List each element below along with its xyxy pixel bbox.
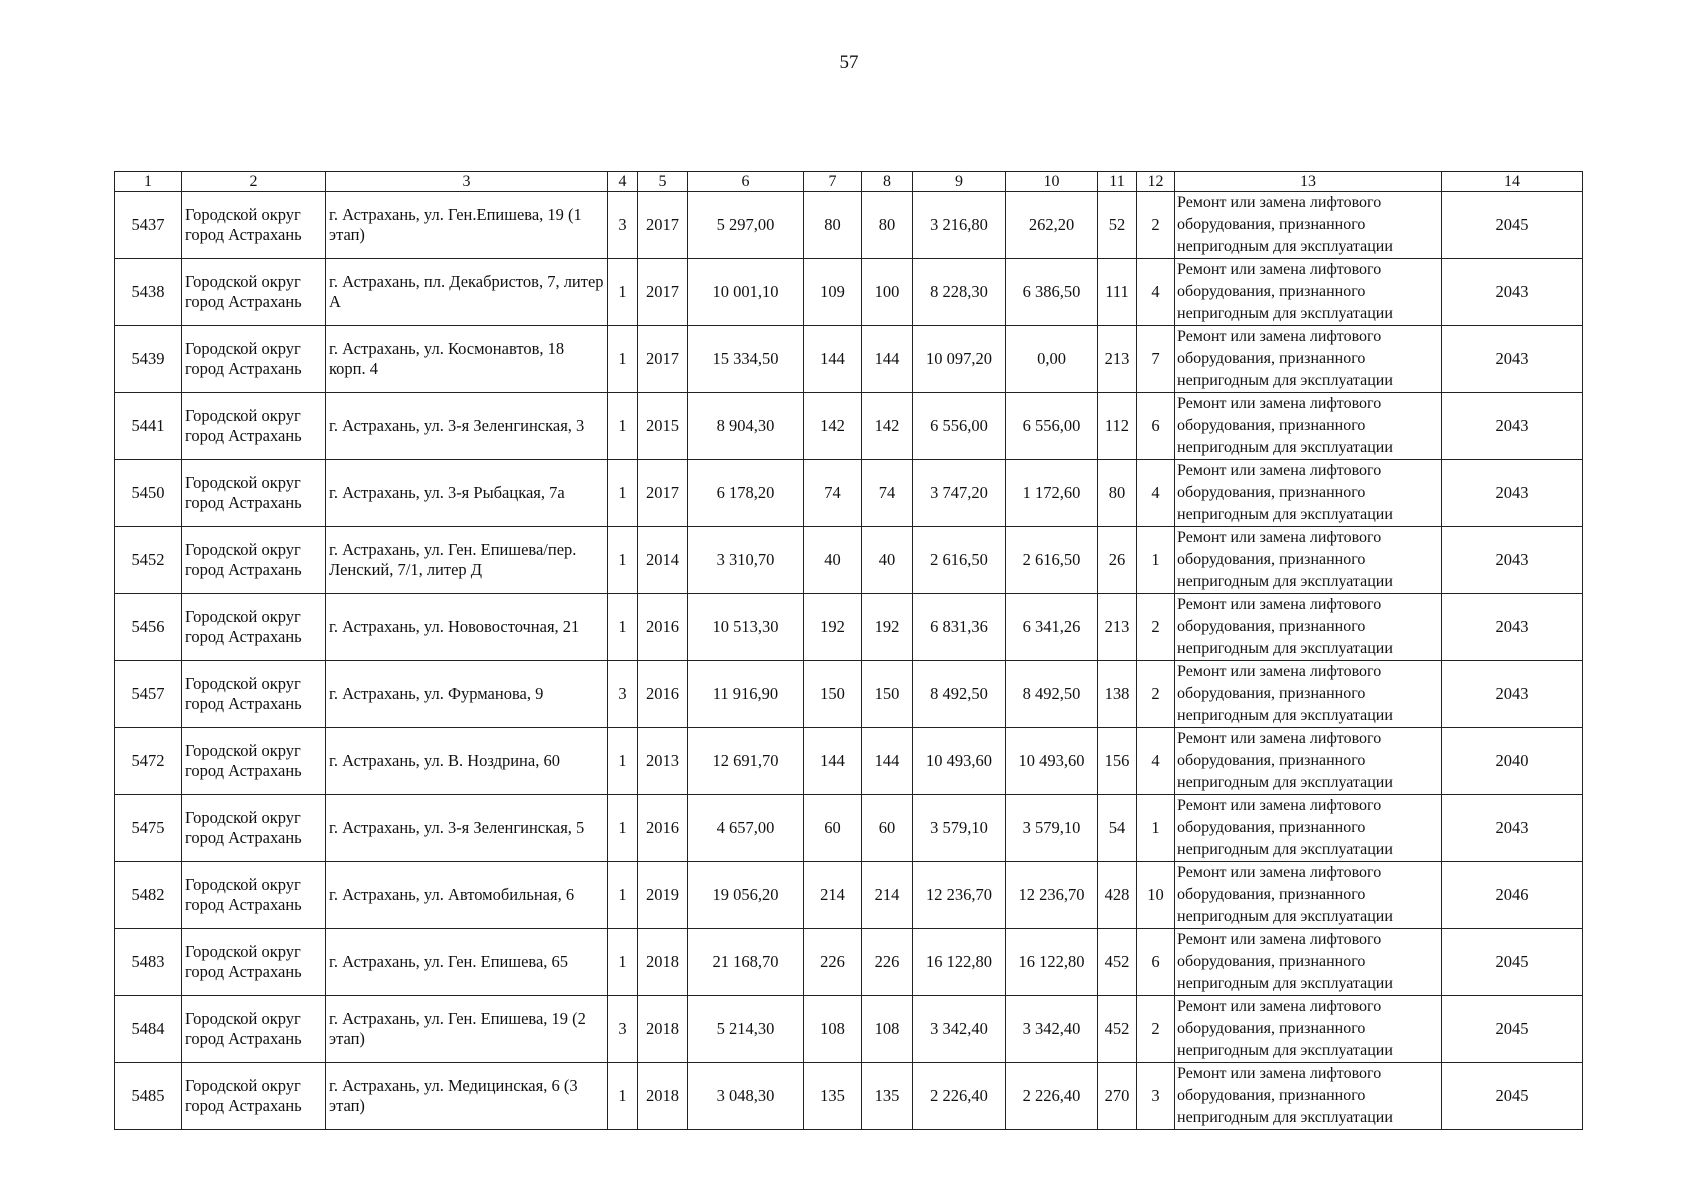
col-12-cell: 2 — [1137, 661, 1175, 728]
row-id-cell: 5475 — [115, 795, 182, 862]
col-9-cell: 6 556,00 — [913, 393, 1006, 460]
col-11-cell: 452 — [1098, 996, 1137, 1063]
col-8-cell: 226 — [862, 929, 913, 996]
col-10-cell: 262,20 — [1006, 192, 1098, 259]
col-11-cell: 80 — [1098, 460, 1137, 527]
column-number-header: 11 — [1098, 172, 1137, 192]
address-cell: г. Астрахань, ул. Космонавтов, 18 корп. 4 — [326, 326, 608, 393]
col-9-cell: 3 579,10 — [913, 795, 1006, 862]
column-number-header: 14 — [1442, 172, 1583, 192]
col-14-cell: 2043 — [1442, 661, 1583, 728]
year-cell: 2015 — [638, 393, 688, 460]
col-14-cell: 2045 — [1442, 1063, 1583, 1130]
row-id-cell: 5450 — [115, 460, 182, 527]
column-number-header: 13 — [1175, 172, 1442, 192]
municipality-cell: Городской округ город Астрахань — [182, 728, 326, 795]
col-10-cell: 2 226,40 — [1006, 1063, 1098, 1130]
col-4-cell: 3 — [608, 996, 638, 1063]
col-12-cell: 1 — [1137, 527, 1175, 594]
col-7-cell: 80 — [804, 192, 862, 259]
col-7-cell: 135 — [804, 1063, 862, 1130]
work-type-cell: Ремонт или замена лифтового оборудования, признанного непригодным для эксплуатации — [1175, 929, 1442, 996]
col-14-cell: 2043 — [1442, 527, 1583, 594]
col-4-cell: 1 — [608, 527, 638, 594]
year-cell: 2016 — [638, 594, 688, 661]
municipality-cell: Городской округ город Астрахань — [182, 192, 326, 259]
address-cell: г. Астрахань, ул. 3-я Зеленгинская, 5 — [326, 795, 608, 862]
col-9-cell: 16 122,80 — [913, 929, 1006, 996]
col-4-cell: 3 — [608, 661, 638, 728]
table-row — [115, 393, 1583, 460]
col-9-cell: 6 831,36 — [913, 594, 1006, 661]
col-7-cell: 144 — [804, 326, 862, 393]
col-14-cell: 2043 — [1442, 393, 1583, 460]
col-7-cell: 144 — [804, 728, 862, 795]
col-12-cell: 4 — [1137, 259, 1175, 326]
col-14-cell: 2043 — [1442, 460, 1583, 527]
col-9-cell: 10 097,20 — [913, 326, 1006, 393]
table-row — [115, 594, 1583, 661]
year-cell: 2017 — [638, 259, 688, 326]
col-10-cell: 1 172,60 — [1006, 460, 1098, 527]
table-row — [115, 527, 1583, 594]
col-7-cell: 214 — [804, 862, 862, 929]
work-type-cell: Ремонт или замена лифтового оборудования, признанного непригодным для эксплуатации — [1175, 527, 1442, 594]
column-number-header: 2 — [182, 172, 326, 192]
col-10-cell: 12 236,70 — [1006, 862, 1098, 929]
year-cell: 2017 — [638, 326, 688, 393]
work-type-cell: Ремонт или замена лифтового оборудования, признанного непригодным для эксплуатации — [1175, 192, 1442, 259]
work-type-cell: Ремонт или замена лифтового оборудования, признанного непригодным для эксплуатации — [1175, 661, 1442, 728]
col-14-cell: 2046 — [1442, 862, 1583, 929]
year-cell: 2017 — [638, 192, 688, 259]
col-8-cell: 60 — [862, 795, 913, 862]
col-9-cell: 10 493,60 — [913, 728, 1006, 795]
table-row — [115, 795, 1583, 862]
col-6-cell: 10 513,30 — [688, 594, 804, 661]
col-11-cell: 270 — [1098, 1063, 1137, 1130]
col-8-cell: 150 — [862, 661, 913, 728]
col-10-cell: 0,00 — [1006, 326, 1098, 393]
row-id-cell: 5483 — [115, 929, 182, 996]
table-row — [115, 996, 1583, 1063]
col-4-cell: 1 — [608, 326, 638, 393]
col-12-cell: 4 — [1137, 460, 1175, 527]
col-4-cell: 1 — [608, 393, 638, 460]
col-9-cell: 2 616,50 — [913, 527, 1006, 594]
col-11-cell: 111 — [1098, 259, 1137, 326]
col-7-cell: 226 — [804, 929, 862, 996]
col-14-cell: 2045 — [1442, 996, 1583, 1063]
row-id-cell: 5437 — [115, 192, 182, 259]
col-6-cell: 8 904,30 — [688, 393, 804, 460]
col-8-cell: 144 — [862, 728, 913, 795]
col-10-cell: 6 341,26 — [1006, 594, 1098, 661]
col-8-cell: 144 — [862, 326, 913, 393]
col-6-cell: 11 916,90 — [688, 661, 804, 728]
row-id-cell: 5438 — [115, 259, 182, 326]
col-11-cell: 26 — [1098, 527, 1137, 594]
col-4-cell: 1 — [608, 259, 638, 326]
municipality-cell: Городской округ город Астрахань — [182, 929, 326, 996]
col-11-cell: 138 — [1098, 661, 1137, 728]
col-10-cell: 8 492,50 — [1006, 661, 1098, 728]
col-6-cell: 12 691,70 — [688, 728, 804, 795]
col-11-cell: 428 — [1098, 862, 1137, 929]
col-9-cell: 8 228,30 — [913, 259, 1006, 326]
municipality-cell: Городской округ город Астрахань — [182, 661, 326, 728]
municipality-cell: Городской округ город Астрахань — [182, 527, 326, 594]
address-cell: г. Астрахань, ул. Медицинская, 6 (3 этап) — [326, 1063, 608, 1130]
column-number-header: 6 — [688, 172, 804, 192]
year-cell: 2016 — [638, 795, 688, 862]
col-14-cell: 2043 — [1442, 594, 1583, 661]
row-id-cell: 5482 — [115, 862, 182, 929]
col-14-cell: 2043 — [1442, 326, 1583, 393]
col-10-cell: 2 616,50 — [1006, 527, 1098, 594]
municipality-cell: Городской округ город Астрахань — [182, 393, 326, 460]
col-8-cell: 214 — [862, 862, 913, 929]
column-number-header: 4 — [608, 172, 638, 192]
row-id-cell: 5439 — [115, 326, 182, 393]
work-type-cell: Ремонт или замена лифтового оборудования, признанного непригодным для эксплуатации — [1175, 795, 1442, 862]
col-7-cell: 150 — [804, 661, 862, 728]
municipality-cell: Городской округ город Астрахань — [182, 1063, 326, 1130]
col-8-cell: 40 — [862, 527, 913, 594]
col-6-cell: 6 178,20 — [688, 460, 804, 527]
col-14-cell: 2045 — [1442, 929, 1583, 996]
col-7-cell: 142 — [804, 393, 862, 460]
col-4-cell: 3 — [608, 192, 638, 259]
year-cell: 2018 — [638, 929, 688, 996]
address-cell: г. Астрахань, ул. 3-я Зеленгинская, 3 — [326, 393, 608, 460]
col-14-cell: 2045 — [1442, 192, 1583, 259]
col-11-cell: 112 — [1098, 393, 1137, 460]
col-4-cell: 1 — [608, 929, 638, 996]
col-10-cell: 3 579,10 — [1006, 795, 1098, 862]
col-12-cell: 3 — [1137, 1063, 1175, 1130]
housing-repair-table — [114, 171, 1583, 1130]
col-6-cell: 4 657,00 — [688, 795, 804, 862]
column-number-header: 3 — [326, 172, 608, 192]
col-6-cell: 15 334,50 — [688, 326, 804, 393]
year-cell: 2014 — [638, 527, 688, 594]
col-8-cell: 108 — [862, 996, 913, 1063]
column-number-header: 12 — [1137, 172, 1175, 192]
row-id-cell: 5456 — [115, 594, 182, 661]
col-12-cell: 2 — [1137, 996, 1175, 1063]
work-type-cell: Ремонт или замена лифтового оборудования, признанного непригодным для эксплуатации — [1175, 594, 1442, 661]
col-8-cell: 74 — [862, 460, 913, 527]
col-7-cell: 60 — [804, 795, 862, 862]
col-14-cell: 2043 — [1442, 259, 1583, 326]
col-11-cell: 213 — [1098, 594, 1137, 661]
column-number-header: 8 — [862, 172, 913, 192]
column-number-header: 10 — [1006, 172, 1098, 192]
page-number: 57 — [839, 52, 859, 73]
column-number-header: 7 — [804, 172, 862, 192]
col-7-cell: 192 — [804, 594, 862, 661]
col-11-cell: 213 — [1098, 326, 1137, 393]
col-6-cell: 5 214,30 — [688, 996, 804, 1063]
col-6-cell: 5 297,00 — [688, 192, 804, 259]
column-number-header: 1 — [115, 172, 182, 192]
year-cell: 2016 — [638, 661, 688, 728]
row-id-cell: 5484 — [115, 996, 182, 1063]
col-6-cell: 10 001,10 — [688, 259, 804, 326]
table-row — [115, 192, 1583, 259]
col-4-cell: 1 — [608, 862, 638, 929]
column-number-header: 5 — [638, 172, 688, 192]
row-id-cell: 5472 — [115, 728, 182, 795]
work-type-cell: Ремонт или замена лифтового оборудования, признанного непригодным для эксплуатации — [1175, 326, 1442, 393]
col-4-cell: 1 — [608, 1063, 638, 1130]
row-id-cell: 5457 — [115, 661, 182, 728]
address-cell: г. Астрахань, ул. Нововосточная, 21 — [326, 594, 608, 661]
col-10-cell: 10 493,60 — [1006, 728, 1098, 795]
municipality-cell: Городской округ город Астрахань — [182, 594, 326, 661]
col-7-cell: 109 — [804, 259, 862, 326]
col-8-cell: 135 — [862, 1063, 913, 1130]
work-type-cell: Ремонт или замена лифтового оборудования, признанного непригодным для эксплуатации — [1175, 460, 1442, 527]
table-row — [115, 929, 1583, 996]
col-10-cell: 16 122,80 — [1006, 929, 1098, 996]
col-10-cell: 3 342,40 — [1006, 996, 1098, 1063]
table-row — [115, 1063, 1583, 1130]
col-14-cell: 2043 — [1442, 795, 1583, 862]
column-number-header: 9 — [913, 172, 1006, 192]
col-14-cell: 2040 — [1442, 728, 1583, 795]
year-cell: 2017 — [638, 460, 688, 527]
municipality-cell: Городской округ город Астрахань — [182, 862, 326, 929]
address-cell: г. Астрахань, пл. Декабристов, 7, литер А — [326, 259, 608, 326]
year-cell: 2018 — [638, 996, 688, 1063]
col-12-cell: 6 — [1137, 393, 1175, 460]
row-id-cell: 5441 — [115, 393, 182, 460]
column-number-row — [115, 172, 1583, 192]
work-type-cell: Ремонт или замена лифтового оборудования, признанного непригодным для эксплуатации — [1175, 996, 1442, 1063]
col-12-cell: 6 — [1137, 929, 1175, 996]
col-12-cell: 10 — [1137, 862, 1175, 929]
municipality-cell: Городской округ город Астрахань — [182, 259, 326, 326]
year-cell: 2013 — [638, 728, 688, 795]
work-type-cell: Ремонт или замена лифтового оборудования, признанного непригодным для эксплуатации — [1175, 393, 1442, 460]
col-4-cell: 1 — [608, 795, 638, 862]
address-cell: г. Астрахань, ул. В. Ноздрина, 60 — [326, 728, 608, 795]
col-12-cell: 7 — [1137, 326, 1175, 393]
col-8-cell: 142 — [862, 393, 913, 460]
table-row — [115, 326, 1583, 393]
col-10-cell: 6 556,00 — [1006, 393, 1098, 460]
work-type-cell: Ремонт или замена лифтового оборудования, признанного непригодным для эксплуатации — [1175, 728, 1442, 795]
col-11-cell: 156 — [1098, 728, 1137, 795]
address-cell: г. Астрахань, ул. Ген. Епишева, 65 — [326, 929, 608, 996]
work-type-cell: Ремонт или замена лифтового оборудования, признанного непригодным для эксплуатации — [1175, 1063, 1442, 1130]
table-row — [115, 862, 1583, 929]
work-type-cell: Ремонт или замена лифтового оборудования, признанного непригодным для эксплуатации — [1175, 862, 1442, 929]
col-6-cell: 3 310,70 — [688, 527, 804, 594]
row-id-cell: 5452 — [115, 527, 182, 594]
col-9-cell: 3 747,20 — [913, 460, 1006, 527]
col-9-cell: 12 236,70 — [913, 862, 1006, 929]
col-12-cell: 2 — [1137, 192, 1175, 259]
col-4-cell: 1 — [608, 460, 638, 527]
address-cell: г. Астрахань, ул. Ген. Епишева/пер. Ленский, 7/1, литер Д — [326, 527, 608, 594]
row-id-cell: 5485 — [115, 1063, 182, 1130]
col-6-cell: 21 168,70 — [688, 929, 804, 996]
col-6-cell: 3 048,30 — [688, 1063, 804, 1130]
col-11-cell: 52 — [1098, 192, 1137, 259]
col-9-cell: 3 216,80 — [913, 192, 1006, 259]
table-row — [115, 728, 1583, 795]
col-12-cell: 1 — [1137, 795, 1175, 862]
col-9-cell: 8 492,50 — [913, 661, 1006, 728]
address-cell: г. Астрахань, ул. 3-я Рыбацкая, 7а — [326, 460, 608, 527]
col-7-cell: 108 — [804, 996, 862, 1063]
year-cell: 2019 — [638, 862, 688, 929]
municipality-cell: Городской округ город Астрахань — [182, 996, 326, 1063]
table-body — [115, 192, 1583, 1130]
address-cell: г. Астрахань, ул. Автомобильная, 6 — [326, 862, 608, 929]
col-12-cell: 2 — [1137, 594, 1175, 661]
table-row — [115, 661, 1583, 728]
col-12-cell: 4 — [1137, 728, 1175, 795]
col-7-cell: 74 — [804, 460, 862, 527]
col-4-cell: 1 — [608, 728, 638, 795]
municipality-cell: Городской округ город Астрахань — [182, 460, 326, 527]
year-cell: 2018 — [638, 1063, 688, 1130]
col-7-cell: 40 — [804, 527, 862, 594]
address-cell: г. Астрахань, ул. Ген. Епишева, 19 (2 этап) — [326, 996, 608, 1063]
col-6-cell: 19 056,20 — [688, 862, 804, 929]
col-4-cell: 1 — [608, 594, 638, 661]
col-8-cell: 100 — [862, 259, 913, 326]
table-row — [115, 259, 1583, 326]
col-11-cell: 452 — [1098, 929, 1137, 996]
municipality-cell: Городской округ город Астрахань — [182, 795, 326, 862]
col-9-cell: 2 226,40 — [913, 1063, 1006, 1130]
col-10-cell: 6 386,50 — [1006, 259, 1098, 326]
table-row — [115, 460, 1583, 527]
address-cell: г. Астрахань, ул. Ген.Епишева, 19 (1 этап) — [326, 192, 608, 259]
col-9-cell: 3 342,40 — [913, 996, 1006, 1063]
address-cell: г. Астрахань, ул. Фурманова, 9 — [326, 661, 608, 728]
municipality-cell: Городской округ город Астрахань — [182, 326, 326, 393]
work-type-cell: Ремонт или замена лифтового оборудования, признанного непригодным для эксплуатации — [1175, 259, 1442, 326]
col-11-cell: 54 — [1098, 795, 1137, 862]
col-8-cell: 80 — [862, 192, 913, 259]
col-8-cell: 192 — [862, 594, 913, 661]
